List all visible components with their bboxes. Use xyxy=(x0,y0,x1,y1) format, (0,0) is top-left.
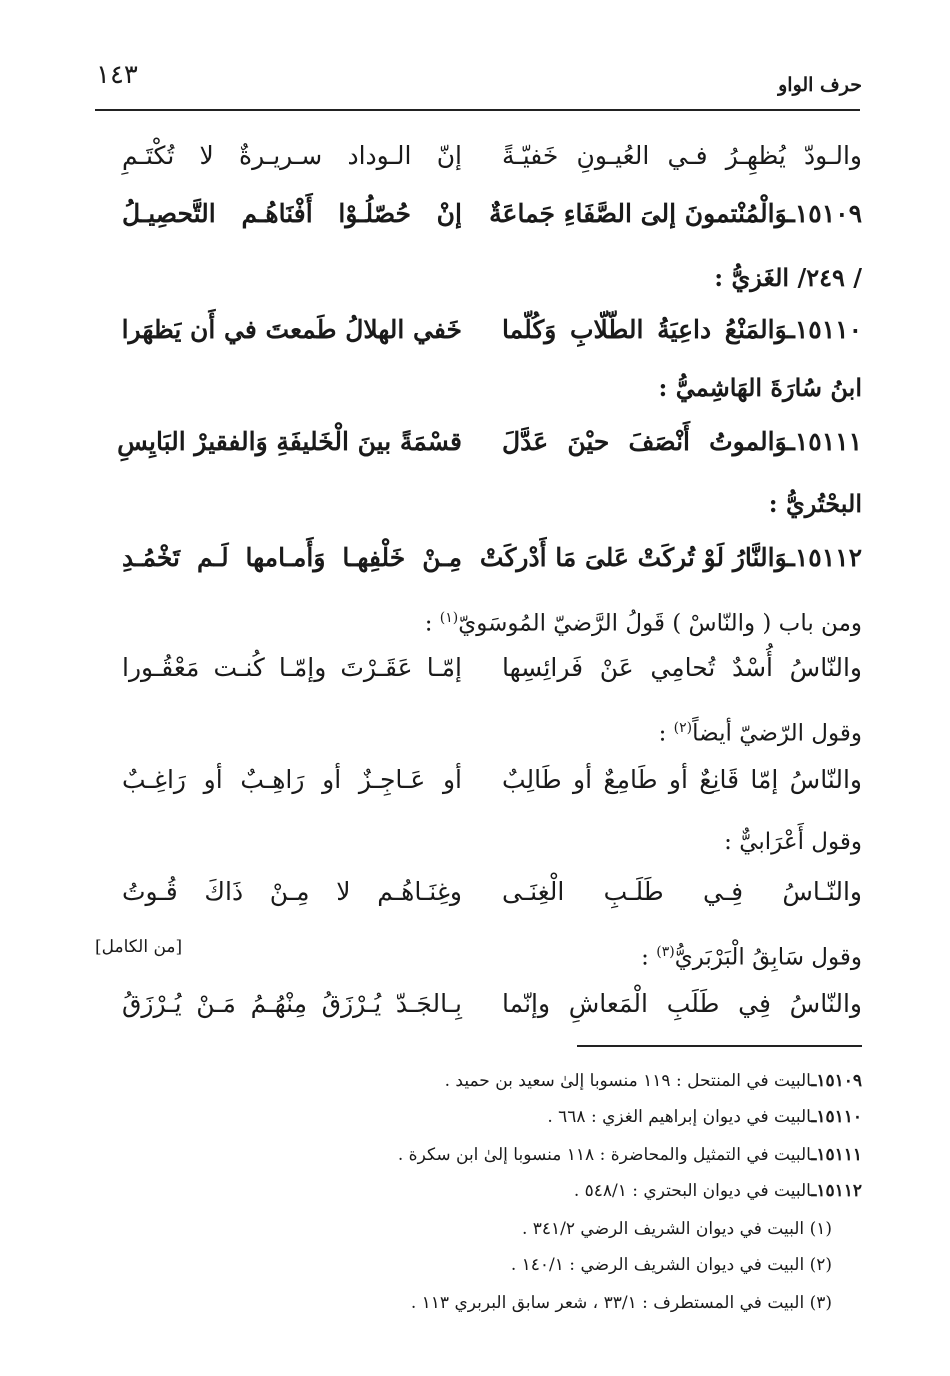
footnote xyxy=(92,1066,862,1096)
verse-line xyxy=(122,192,862,236)
footnote xyxy=(92,1176,862,1206)
verse-second-hemistich: إنّ الـوداد سـريـرةٌ لا تُكْتَـمِ xyxy=(122,141,462,170)
verse-line xyxy=(122,536,862,580)
footnote-text: البيت في ديوان الشريف الرضي ٣٤١/٢ . xyxy=(521,1219,805,1239)
footnote-number: ١٥١١٢ـ xyxy=(811,1181,862,1201)
verse-line xyxy=(122,870,862,914)
verse-first-hemistich xyxy=(502,420,862,464)
footnote-number: ١٥١٠٩ـ xyxy=(811,1071,862,1091)
verse-first-hemistich-text: وَالْمُنْتمونَ إلىَ الصَّفَاءِ جَماعَةٌ xyxy=(489,199,788,228)
verse-second-hemistich: إمّـا عَقَـرْتَ وإمّـا كُنـت مَعْقُـورا xyxy=(122,653,462,682)
verse-second-hemistich: خَفي الهلالُ طَمعتَ في أَن يَظهَرا xyxy=(121,315,462,344)
intro-text: وقول أَعْرَابيٌّ : xyxy=(724,829,862,855)
footnote xyxy=(92,1140,862,1170)
verse-number: ١٥١١٠ـ xyxy=(787,315,862,344)
intro-line xyxy=(122,596,862,640)
verse-first-hemistich: والنّاسُ فِي طَلَبِ الْمَعاشِ وإنّما xyxy=(502,989,862,1018)
footnote-text: البيت في المستطرف : ٣٣/١ ، شعر سابق البربري ١١٣ . xyxy=(410,1293,805,1313)
verse-line xyxy=(122,758,862,802)
verse-second-hemistich: إنْ حُصّلُـوْا أَفْنَاهُـم التَّحصِيـلُ xyxy=(122,199,462,228)
verse-line xyxy=(122,646,862,690)
verse-first-hemistich-text: وَالموتُ أَنْصَفَ حيْنَ عَدَّلَ xyxy=(502,427,788,456)
footnote-text: البيت في ديوان إبراهيم الغزي : ٦٦٨ . xyxy=(547,1107,812,1127)
intro-line xyxy=(122,930,862,974)
verse-number: ١٥١١١ـ xyxy=(787,427,862,456)
footnote-number: ١٥١١١ـ xyxy=(811,1145,862,1165)
verse-first-hemistich: والنّاسُ إمّا قَانِعٌ أو طَامِعٌ أو طَالِبٌ xyxy=(502,765,862,794)
verse-second-hemistich: بِـالجَـدّ يُـرْزَقُ مِنْهُـمُ مَـنْ يُـرْزَقُ xyxy=(122,989,462,1018)
footnote-text: البيت في ديوان الشريف الرضي : ١٤٠/١ . xyxy=(510,1255,805,1275)
footnote-marker: (١) xyxy=(439,610,459,626)
verse-first-hemistich xyxy=(489,192,862,236)
verse-number: ١٥١٠٩ـ xyxy=(787,199,862,228)
intro-text: ومن باب ( والنّاسْ ) قَولُ الرَّضيّ المُوسَويّ xyxy=(458,610,862,637)
poet-heading: / ٢٤٩/ الغَزيُّ : xyxy=(714,263,862,292)
footnote-number: (١) xyxy=(809,1219,832,1239)
verse-second-hemistich: مِـنْ خَلْفِهـا وَأَمـامها لَـم تَخْمُـدِ xyxy=(122,543,462,572)
intro-colon: : xyxy=(424,610,440,637)
intro-text: وقول سَابِقُ الْبَرْبَريُّ xyxy=(674,944,862,971)
intro-colon: : xyxy=(658,720,674,747)
verse-line xyxy=(122,308,862,352)
meter-label: [من الكامل] xyxy=(95,937,183,957)
footnote xyxy=(62,1288,832,1318)
poet-heading: البحْتُريُّ : xyxy=(768,489,862,518)
intro-line xyxy=(122,706,862,750)
verse-first-hemistich xyxy=(479,536,862,580)
verse-second-hemistich: أو عَـاجِـزٌ أو رَاهِـبٌ أو رَاغِـبٌ xyxy=(122,765,462,794)
verse-first-hemistich-text: وَالمَنْعُ داعِيَةُ الطّلّابِ وَكُلّما xyxy=(502,315,788,344)
verse-second-hemistich: قسْمَةً بينَ الْخَليفَةِ وَالفقيرْ البَايِسِ xyxy=(117,427,462,456)
footnote-text: البيت في التمثيل والمحاضرة : ١١٨ منسوبا إلىٰ ابن سكرة . xyxy=(397,1145,812,1165)
intro-text: وقول الرّضيّ أيضاً xyxy=(692,720,862,747)
verse-first-hemistich: والنّاسُ أُسْدٌ تُحامِي عَنْ فَرائِسِها xyxy=(502,653,862,682)
verse-line xyxy=(122,982,862,1026)
verse-number: ١٥١١٢ـ xyxy=(787,543,862,572)
verse-first-hemistich xyxy=(502,308,862,352)
verse-first-hemistich: والـودّ يُظهِـرُ فـي العُيـونِ خَفيّـةً xyxy=(502,141,862,170)
verse-line xyxy=(122,134,862,178)
intro-line xyxy=(122,820,862,864)
footnote-number: (٣) xyxy=(809,1293,832,1313)
page-number: ١٤٣ xyxy=(96,60,138,90)
footnote-marker: (٣) xyxy=(656,944,675,960)
footnote-number: (٢) xyxy=(809,1255,832,1275)
verse-first-hemistich-text: وَالنَّارُ لَوْ تُركَتْ عَلىَ مَا أَدْركَتْ xyxy=(479,543,788,572)
footnote-number: ١٥١١٠ـ xyxy=(811,1107,862,1127)
footnote-marker: (٢) xyxy=(673,720,693,736)
intro-colon: : xyxy=(641,944,657,971)
footnote-rule xyxy=(577,1045,862,1047)
header-rule xyxy=(95,109,860,111)
verse-first-hemistich: والنّـاسُ فِـي طَلَـبِ الْغِنَـى xyxy=(502,877,862,906)
poet-heading: ابنُ سُارَةَ الهَاشِميُّ : xyxy=(658,373,862,402)
footnote xyxy=(62,1250,832,1280)
verse-second-hemistich: وغِنَـاهُـم لا مِـنْ ذَاكَ قُـوتُ xyxy=(122,877,462,906)
footnote xyxy=(62,1214,832,1244)
verse-line xyxy=(117,420,862,464)
footnote-text: البيت في المنتحل : ١١٩ منسوبا إلىٰ سعيد بن حميد . xyxy=(444,1071,812,1091)
footnote-text: البيت في ديوان البحتري : ٥٤٨/١ . xyxy=(573,1181,812,1201)
footnote xyxy=(92,1102,862,1132)
chapter-title: حرف الواو xyxy=(778,74,862,96)
